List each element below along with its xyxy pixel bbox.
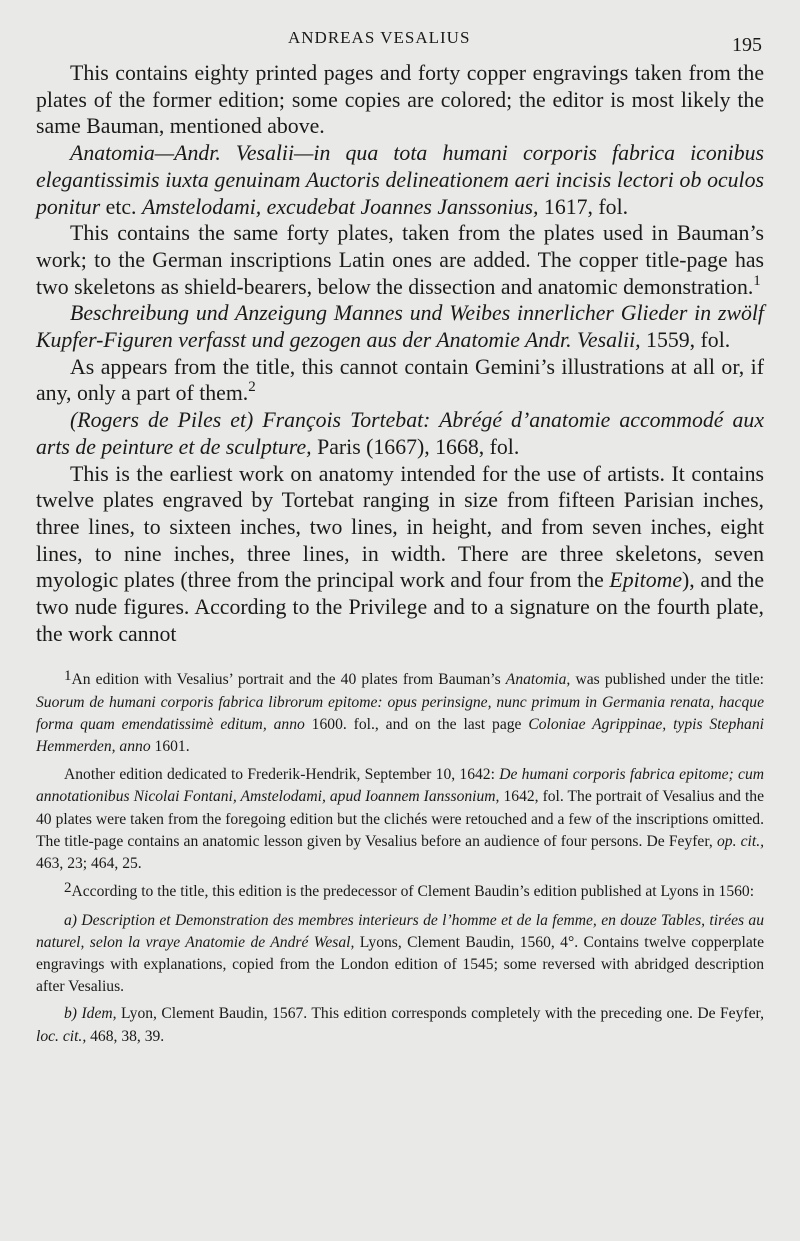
footnote-italic: loc. cit., [36, 1027, 87, 1045]
footnote-1-continued [36, 764, 764, 875]
footnote-text: was published under the title: [570, 671, 764, 689]
bibliographic-entry-3 [36, 407, 764, 460]
item-label: a) [64, 911, 82, 929]
footnote-text: Lyon, Clement Baudin, 1567. This edition corresponds completely with the preceding one. De Feyfer, [116, 1005, 764, 1023]
footnote-marker: 2 [248, 379, 256, 396]
entry-title: Anatomia—Andr. Vesalii—in qua tota humani corporis fabrica iconibus elegantissimis iuxta genuinam Auctoris delineationem aeri incisis lectori ob oculos ponitur [36, 141, 764, 219]
footnote-marker: 1 [753, 272, 761, 289]
footnote-1 [36, 669, 764, 758]
footnote-text: 1600. fol., and on the last page [304, 715, 529, 733]
footnote-text: 1642, fol. The portrait of Vesalius and the 40 plates were taken from the foregoing edition but the clichés were retouched and a few of the inscriptions omitted. The title-page contains an anatomic lesson given by Vesalius before an audience of four persons. De Feyfer, [36, 788, 764, 850]
bibliographic-entry-1 [36, 140, 764, 220]
footnote-italic: Coloniae Agrippinae, typis Stephani Hemmerden, anno [36, 715, 764, 756]
footnote-text: 468, 38, 39. [86, 1027, 165, 1045]
book-page [36, 26, 764, 1053]
entry-date: 1559, fol. [640, 328, 731, 353]
footnote-text: Lyons, Clement Baudin, 1560, 4°. Contains twelve copperplate engravings with explanations, copied from the London edition of 1545; some reversed with abridged description after Vesalius. [36, 933, 764, 996]
paragraph-2 [36, 220, 764, 300]
footnote-2-item-a [36, 910, 764, 999]
entry-place: Amstelodami, excudebat Joannes Janssonius, [141, 194, 539, 219]
page-number: 195 [732, 34, 762, 56]
entry-date: Paris (1667), 1668, fol. [311, 434, 520, 459]
paragraph-text: This is the earliest work on anatomy intended for the use of artists. It contains twelve plates engraved by Tortebat ranging in size from fifteen Parisian inches, three lines, to sixteen inches, two lines, in height, and from seven inches, eight lines, to nine inches, three lines, in width. There are three skeletons, seven myologic plates (three from the principal work and four from the [36, 461, 764, 593]
footnote-text: An edition with Vesalius’ portrait and the 40 plates from Bauman’s [71, 671, 506, 689]
footnote-italic: op. cit., [716, 832, 764, 850]
paragraph-3 [36, 354, 764, 407]
footnote-number: 1 [64, 668, 72, 685]
page-header [36, 26, 764, 60]
paragraph-text: As appears from the title, this cannot contain Gemini’s illustrations at all or, if any, only a part of them. [36, 354, 764, 406]
entry-date: 1617, fol. [538, 194, 629, 219]
bibliographic-entry-2 [36, 300, 764, 353]
paragraph-text: This contains the same forty plates, taken from the plates used in Bauman’s work; to the German inscriptions Latin ones are added. The copper title-page has two skeletons as shield-bearers, below the dissection and anatomic demonstration. [36, 221, 764, 299]
running-head: ANDREAS VESALIUS [288, 28, 471, 47]
footnote-2 [36, 881, 764, 903]
footnote-text: Another edition dedicated to Frederik-Hendrik, September 10, 1642: [64, 766, 500, 784]
paragraph-4 [36, 461, 764, 648]
footnotes [36, 669, 764, 1047]
entry-title: (Rogers de Piles et) François Tortebat: Abrégé d’anatomie accommodé aux arts de peinture et de sculpture, [36, 408, 764, 459]
footnote-text: 1601. [150, 738, 190, 756]
footnote-italic: Description et Demonstration des membres interieurs de l’homme et de la femme, en douze Tables, tirées au naturel, selon la vraye Anatomie de André Wesal, [36, 911, 765, 951]
epitome-title: Epitome [609, 568, 683, 593]
footnote-2-item-b [36, 1003, 764, 1047]
entry-etc: etc. [100, 194, 142, 219]
paragraph-text: ), and the two nude figures. According to the Privilege and to a signature on the fourth plate, the work cannot [36, 568, 764, 646]
footnote-italic: Anatomia, [505, 671, 571, 689]
footnote-text: 463, 23; 464, 25. [36, 855, 142, 873]
entry-title: Beschreibung und Anzeigung Mannes und Weibes innerlicher Glieder in zwölf Kupfer-Figuren verfasst und gezogen aus der Anatomie Andr. Vesalii, [36, 301, 764, 353]
footnote-italic: Suorum de humani corporis fabrica librorum epitome: opus perinsigne, nunc primum in Germania renata, hacque forma quam emendatissimè editum, anno [36, 693, 764, 733]
footnote-text: According to the title, this edition is the predecessor of Clement Baudin’s edition published at Lyons in 1560: [71, 883, 755, 901]
footnote-italic: Idem, [81, 1005, 117, 1023]
item-label: b) [64, 1005, 82, 1023]
footnote-italic: De humani corporis fabrica epitome; cum annotationibus Nicolai Fontani, Amstelodami, apud Ioannem Ianssonium, [36, 766, 764, 806]
main-text [36, 60, 764, 647]
paragraph-1: This contains eighty printed pages and forty copper engravings taken from the plates of the former edition; some copies are colored; the editor is most likely the same Bauman, mentioned above. [36, 61, 764, 139]
footnote-number: 2 [64, 880, 72, 897]
